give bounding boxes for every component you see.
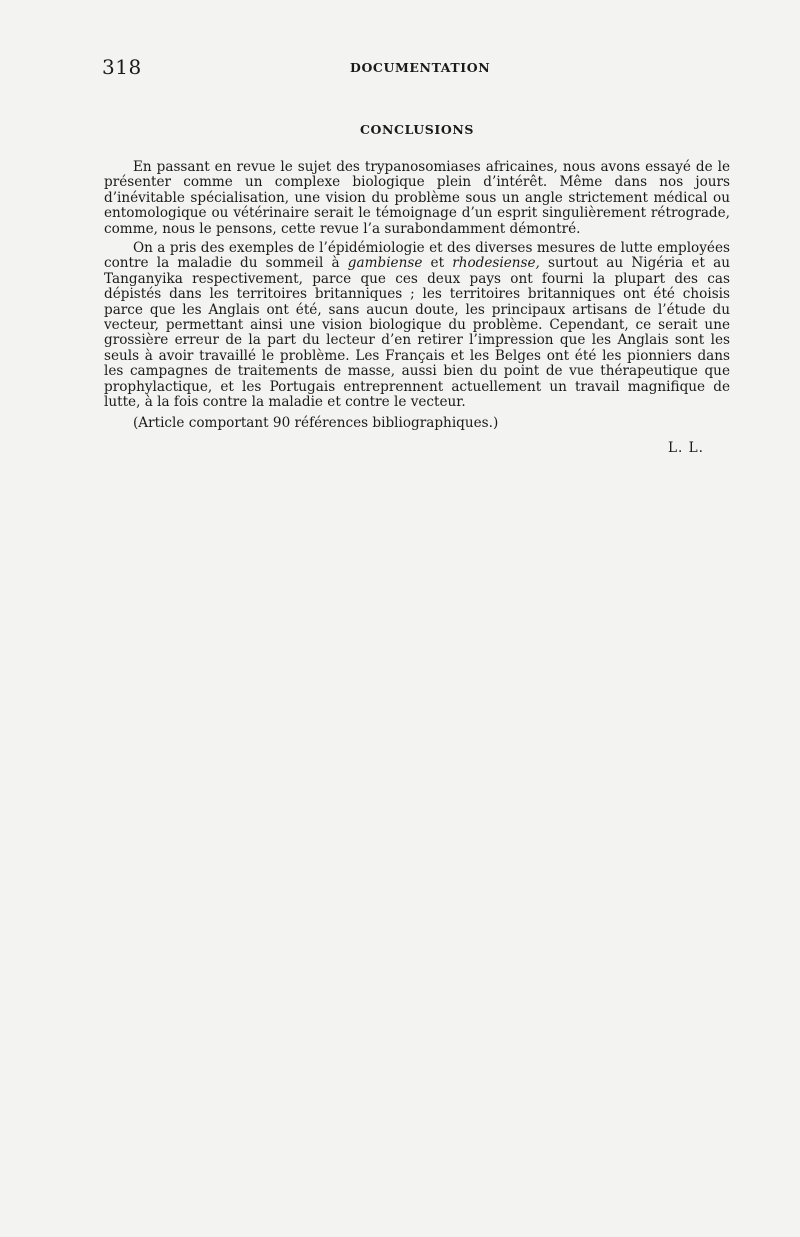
references-note: (Article comportant 90 références bibliographiques.) [133, 414, 499, 431]
paragraph-2 [104, 241, 730, 410]
author-signature: L. L. [667, 440, 704, 456]
paragraph-1: En passant en revue le sujet des trypanosomiases africaines, nous avons essayé de le présenter comme un complexe biologique plein d’intérêt. Même dans nos jours d’inévitable spécialisation, une vision du problème sous un angle strictement médical ou entomologique ou vétérinaire serait le témoignage d’un esprit singulièrement rétrograde, comme, nous le pensons, cette revue l’a surabondamment démontré. [104, 159, 730, 237]
running-head: DOCUMENTATION [350, 60, 491, 75]
species-rhodesiense: rhodesiense, [452, 255, 540, 272]
page-number: 318 [102, 55, 142, 79]
paragraph-2-end: surtout au Nigéria et au Tanganyika respectivement, parce que ces deux pays ont fourni la plupart des cas dépistés dans les territoires britanniques ; les territoires britanniques ont été choisis parce que les Anglais ont été, sans aucun doute, les principaux artisans de l’étude du vecteur, permettant ainsi une vision biologique du problème. Cependant, ce serait une grossière erreur de la part du lecteur d’en retirer l’impression que les Anglais sont les seuls à avoir travaillé le problème. Les Français et les Belges ont été les pionniers dans les campagnes de traitements de masse, aussi bien du point de vue thérapeutique que prophylactique, et les Portugais entreprennent actuellement un travail magnifique de lutte, à la fois contre la maladie et contre le vecteur. [104, 255, 730, 411]
body-text [104, 160, 730, 435]
species-gambiense: gambiense [347, 255, 423, 272]
paragraph-2-start: On a pris des exemples de l’épidémiologie et des diverses mesures de lutte employées contre la maladie du sommeil à [104, 240, 730, 272]
paragraph-2-mid: et [422, 255, 453, 272]
section-title: CONCLUSIONS [359, 122, 475, 137]
